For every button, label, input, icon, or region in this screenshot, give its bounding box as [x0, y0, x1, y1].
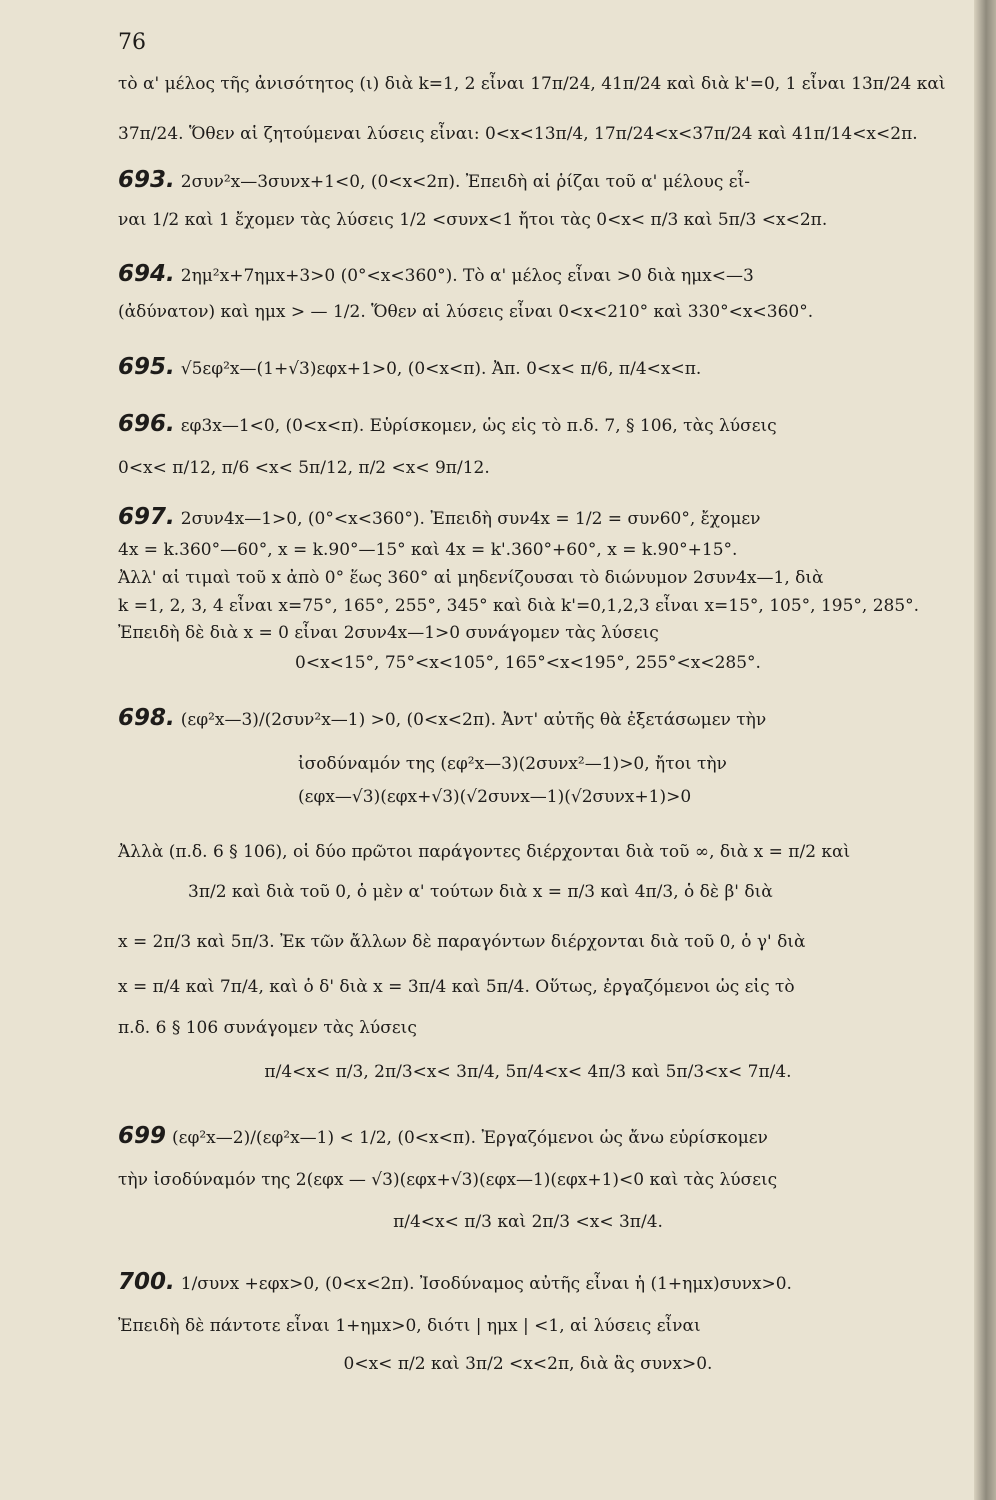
- exercise-number: 699: [118, 1123, 167, 1149]
- exercise-number: 697.: [118, 504, 175, 530]
- text-line: Ἀλλ' αἱ τιμαὶ τοῦ x ἀπὸ 0° ἕως 360° αἱ μηδενίζουσαι τὸ διώνυμον 2συν4x—1, διὰ: [118, 568, 824, 588]
- text-line: 0<x< π/2 καὶ 3π/2 <x<2π, διὰ ἃς συνx>0.: [343, 1354, 713, 1374]
- text-line: (ἀδύνατον) καὶ ημx > — 1/2. Ὅθεν αἱ λύσεις εἶναι 0<x<210° καὶ 330°<x<360°.: [118, 302, 814, 322]
- exercise-number: 700.: [118, 1269, 175, 1295]
- text-line: k =1, 2, 3, 4 εἶναι x=75°, 165°, 255°, 345° καὶ διὰ k'=0,1,2,3 εἶναι x=15°, 105°, 195°, 285°.: [118, 596, 920, 616]
- page-number: 76: [118, 30, 146, 55]
- exercise-line: 693. 2συν²x—3συνx+1<0, (0<x<2π). Ἐπειδὴ αἱ ῥίζαι τοῦ α' μέλους εἶ-: [118, 167, 751, 193]
- text-line: ναι 1/2 καὶ 1 ἔχομεν τὰς λύσεις 1/2 <συνx<1 ἤτοι τὰς 0<x< π/3 καὶ 5π/3 <x<2π.: [118, 210, 828, 230]
- exercise-line: 698. (εφ²x—3)/(2συν²x—1) >0, (0<x<2π). Ἀντ' αὐτῆς θὰ ἐξετάσωμεν τὴν: [118, 705, 767, 731]
- text-line: 37π/24. Ὅθεν αἱ ζητούμεναι λύσεις εἶναι: 0<x<13π/4, 17π/24<x<37π/24 καὶ 41π/14<x<2π.: [118, 124, 918, 144]
- exercise-line: 697. 2συν4x—1>0, (0°<x<360°). Ἐπειδὴ συν4x = 1/2 = συν60°, ἔχομεν: [118, 504, 761, 530]
- text-line: Ἐπειδὴ δὲ διὰ x = 0 εἶναι 2συν4x—1>0 συνάγομεν τὰς λύσεις: [118, 623, 659, 643]
- text-line: ἰσοδύναμόν της (εφ²x—3)(2συνx²—1)>0, ἤτοι τὴν: [298, 754, 727, 774]
- page-edge: [974, 0, 996, 1500]
- text-line: Ἐπειδὴ δὲ πάντοτε εἶναι 1+ημx>0, διότι | ημx | <1, αἱ λύσεις εἶναι: [118, 1316, 701, 1336]
- exercise-number: 695.: [118, 354, 175, 380]
- text-line: 4x = k.360°—60°, x = k.90°—15° καὶ 4x = k'.360°+60°, x = k.90°+15°.: [118, 540, 738, 560]
- text-line: 0<x<15°, 75°<x<105°, 165°<x<195°, 255°<x<285°.: [295, 653, 761, 673]
- text-line: τὸ α' μέλος τῆς ἀνισότητος (ι) διὰ k=1, 2 εἶναι 17π/24, 41π/24 καὶ διὰ k'=0, 1 εἶναι 13π/24 καὶ: [118, 74, 946, 94]
- text-line: 0<x< π/12, π/6 <x< 5π/12, π/2 <x< 9π/12.: [118, 458, 490, 478]
- exercise-line: 694. 2ημ²x+7ημx+3>0 (0°<x<360°). Τὸ α' μέλος εἶναι >0 διὰ ημx<—3: [118, 261, 754, 287]
- text-line: x = 2π/3 καὶ 5π/3. Ἐκ τῶν ἄλλων δὲ παραγόντων διέρχονται διὰ τοῦ 0, ὁ γ' διὰ: [118, 932, 806, 952]
- exercise-line: 695. √5εφ²x—(1+√3)εφx+1>0, (0<x<π). Ἀπ. 0<x< π/6, π/4<x<π.: [118, 354, 702, 380]
- text-line: π/4<x< π/3 καὶ 2π/3 <x< 3π/4.: [393, 1212, 663, 1232]
- text-line: 3π/2 καὶ διὰ τοῦ 0, ὁ μὲν α' τούτων διὰ x = π/3 καὶ 4π/3, ὁ δὲ β' διὰ: [188, 882, 773, 902]
- exercise-line: 696. εφ3x—1<0, (0<x<π). Εὑρίσκομεν, ὡς εἰς τὸ π.δ. 7, § 106, τὰς λύσεις: [118, 411, 777, 437]
- exercise-line: 699 (εφ²x—2)/(εφ²x—1) < 1/2, (0<x<π). Ἐργαζόμενοι ὡς ἄνω εὑρίσκομεν: [118, 1123, 768, 1149]
- text-line: π/4<x< π/3, 2π/3<x< 3π/4, 5π/4<x< 4π/3 καὶ 5π/3<x< 7π/4.: [264, 1062, 792, 1082]
- exercise-number: 694.: [118, 261, 175, 287]
- text-line: τὴν ἰσοδύναμόν της 2(εφx — √3)(εφx+√3)(εφx—1)(εφx+1)<0 καὶ τὰς λύσεις: [118, 1170, 778, 1190]
- exercise-number: 698.: [118, 705, 175, 731]
- exercise-number: 696.: [118, 411, 175, 437]
- exercise-number: 693.: [118, 167, 175, 193]
- exercise-line: 700. 1/συνx +εφx>0, (0<x<2π). Ἰσοδύναμος αὐτῆς εἶναι ἡ (1+ημx)συνx>0.: [118, 1269, 792, 1295]
- text-line: Ἀλλὰ (π.δ. 6 § 106), οἱ δύο πρῶτοι παράγοντες διέρχονται διὰ τοῦ ∞, διὰ x = π/2 καὶ: [118, 842, 851, 862]
- text-line: (εφx—√3)(εφx+√3)(√2συνx—1)(√2συνx+1)>0: [298, 787, 692, 807]
- text-line: π.δ. 6 § 106 συνάγομεν τὰς λύσεις: [118, 1018, 417, 1038]
- text-line: x = π/4 καὶ 7π/4, καὶ ὁ δ' διὰ x = 3π/4 καὶ 5π/4. Οὕτως, ἐργαζόμενοι ὡς εἰς τὸ: [118, 977, 795, 997]
